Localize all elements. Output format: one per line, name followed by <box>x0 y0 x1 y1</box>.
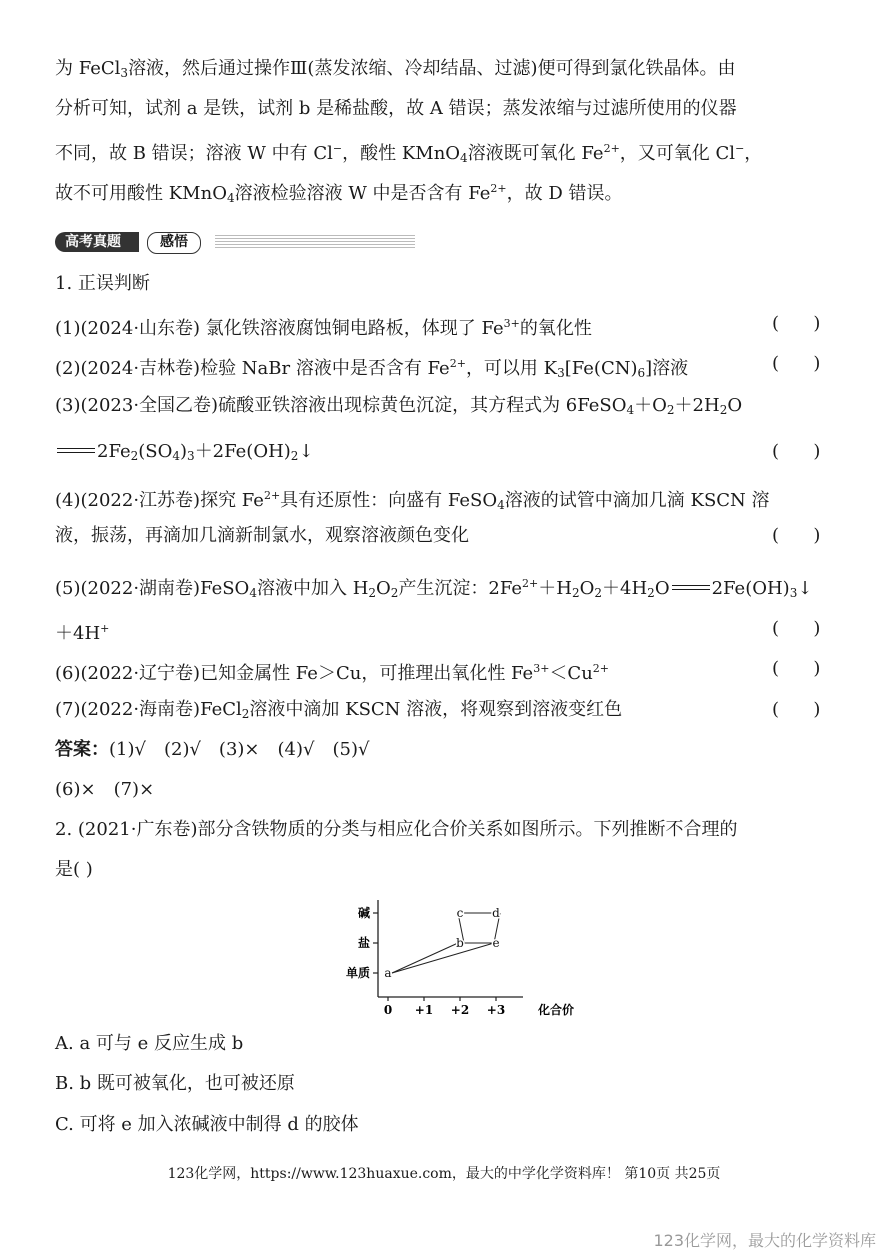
q1-item-4-cont: 液，振荡，再滴加几滴新制氯水，观察溶液颜色变化 <box>55 525 469 546</box>
x-tick-label: +3 <box>486 1003 506 1017</box>
answer-blank-4[interactable]: ( ) <box>772 525 821 546</box>
answer-blank-5[interactable]: ( ) <box>772 618 821 639</box>
iron-valence-chart <box>320 895 580 1020</box>
q1-item-4: (4)(2022·江苏卷)探究 $Fe^{2+}$具有还原性：向盛有 FeSO$_4$溶液的试管中滴加几滴 KSCN 溶 <box>55 489 770 512</box>
section-banner <box>55 232 415 252</box>
answer-blank-7[interactable]: ( ) <box>772 699 821 720</box>
y-tick-label: 盐 <box>357 936 370 950</box>
option-c[interactable]: C. 可将 e 加入浓碱液中制得 d 的胶体 <box>55 1114 359 1135</box>
q1-title: 1. 正误判断 <box>55 273 150 294</box>
banner-stripes <box>215 235 415 249</box>
answer-line-1: 答案：(1)√ (2)√ (3)× (4)√ (5)√ <box>55 739 370 760</box>
intro-line-4: 故不可用酸性 KMnO$_4$溶液检验溶液 W 中是否含有 $Fe^{2+}$，故 D 错误。 <box>55 182 623 205</box>
equals-sign <box>57 448 95 453</box>
intro-line-3: 不同，故 B 错误；溶液 W 中有 Cl−，酸性 KMnO$_4$溶液既可氧化 $Fe^{2+}$，又可氧化 Cl−， <box>55 142 763 165</box>
watermark: 123化学网，最大的化学资料库 <box>653 1231 876 1250</box>
q1-item-1: (1)(2024·山东卷) 氯化铁溶液腐蚀铜电路板，体现了 $Fe^{3+}$的氧化性 <box>55 317 592 339</box>
q1-item-5: (5)(2022·湖南卷)FeSO$_4$溶液中加入 $H_2O_2$产生沉淀：$2Fe^{2+}+H_2O_2+4H_2O$ $2Fe(OH)_3↓$ <box>55 577 813 600</box>
banner-tag-ganwu: 感悟 <box>147 232 201 254</box>
q1-item-6: (6)(2022·辽宁卷)已知金属性 Fe＞Cu，可推理出氧化性 $Fe^{3+}<Cu^{2+}$ <box>55 662 610 684</box>
page-footer: 123化学网，https://www.123huaxue.com，最大的中学化学资料库！ 第10页 共25页 <box>167 1166 721 1182</box>
q2-stem-line-1: 2. (2021·广东卷)部分含铁物质的分类与相应化合价关系如图所示。下列推断不合理的 <box>55 819 738 840</box>
q1-item-3-cont: $2Fe_2(SO_4)_3+2Fe(OH)_2↓$ <box>55 440 314 468</box>
x-axis-label: 化合价 <box>538 1003 575 1017</box>
x-tick-label: +2 <box>450 1003 470 1017</box>
q1-item-5-cont: ＋4H+ <box>55 622 110 644</box>
intro-line-2: 分析可知，试剂 a 是铁，试剂 b 是稀盐酸，故 A 错误；蒸发浓缩与过滤所使用的仪器 <box>55 98 737 119</box>
answer-line-2: (6)× (7)× <box>55 779 155 800</box>
point-d: d <box>492 906 500 920</box>
q1-item-3: (3)(2023·全国乙卷)硫酸亚铁溶液出现棕黄色沉淀，其方程式为 $6FeSO_4+O_2+2H_2O$ <box>55 395 743 417</box>
answer-blank-3[interactable]: ( ) <box>772 441 821 462</box>
banner-tag-gaokao: 高考真题 <box>55 232 139 252</box>
q1-item-2: (2)(2024·吉林卷)检验 NaBr 溶液中是否含有 $Fe^{2+}$，可以用 $K_3[Fe(CN)_6]$溶液 <box>55 357 689 380</box>
answer-blank-6[interactable]: ( ) <box>772 658 821 679</box>
point-a: a <box>384 966 392 980</box>
option-b[interactable]: B. b 既可被氧化，也可被还原 <box>55 1073 295 1094</box>
edge-a-e <box>392 943 494 973</box>
answer-blank-1[interactable]: ( ) <box>772 313 821 334</box>
x-tick-label: +1 <box>414 1003 434 1017</box>
point-b: b <box>456 936 464 950</box>
edge-a-b <box>392 943 458 973</box>
equals-sign <box>672 585 710 590</box>
y-tick-label: 单质 <box>345 966 370 980</box>
y-tick-label: 碱 <box>357 906 370 920</box>
intro-line-1: 为 FeCl$_3$溶液，然后通过操作Ⅲ(蒸发浓缩、冷却结晶、过滤)便可得到氯化铁晶体。由 <box>55 58 736 80</box>
x-tick-label: 0 <box>383 1003 393 1017</box>
point-c: c <box>456 906 464 920</box>
q1-item-7: (7)(2022·海南卷)FeCl$_2$溶液中滴加 KSCN 溶液，将观察到溶液变红色 <box>55 699 623 721</box>
answer-blank-2[interactable]: ( ) <box>772 353 821 374</box>
option-a[interactable]: A. a 可与 e 反应生成 b <box>55 1033 244 1054</box>
q2-stem-line-2: 是( ) <box>55 859 93 880</box>
point-e: e <box>492 936 500 950</box>
